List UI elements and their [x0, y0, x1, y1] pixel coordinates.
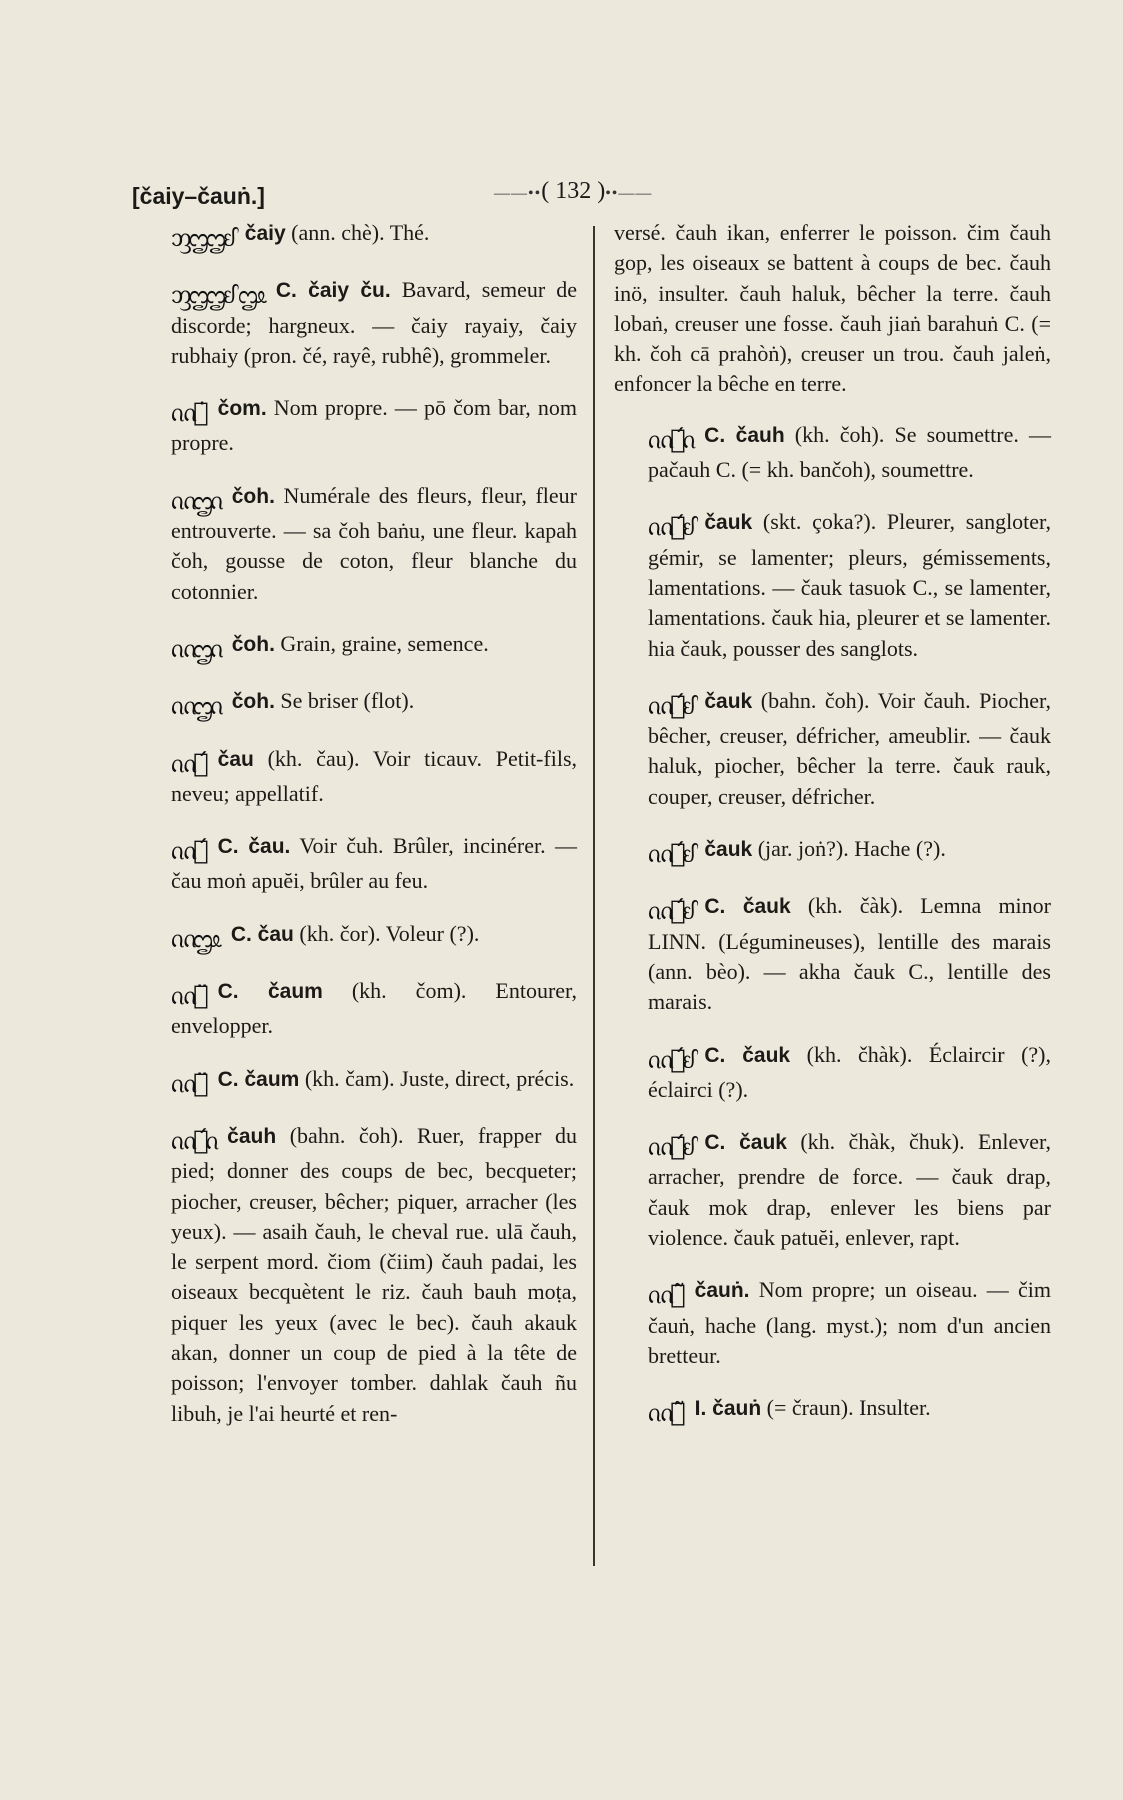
entry-definition: Grain, graine, semence.: [274, 630, 489, 656]
entry-definition: (ann. chè). Thé.: [285, 220, 430, 245]
entry-headword: čoh.: [231, 484, 275, 508]
entry-definition: (kh. čam). Juste, direct, précis.: [299, 1065, 575, 1091]
dictionary-entry: [137, 481, 577, 607]
entry-headword: čauṅ.: [694, 1279, 750, 1303]
entry-headword: C. čaum: [217, 980, 323, 1004]
ornament-left: ——••: [494, 185, 542, 202]
dictionary-entry: [137, 218, 577, 253]
entry-headword: čauk: [704, 838, 753, 862]
entry-definition: (kh. čor). Voleur (?).: [293, 920, 480, 946]
dictionary-entry: [137, 275, 577, 371]
entry-headword: C. čaiy ču.: [275, 279, 391, 303]
entry-headword: C. čau: [230, 922, 294, 946]
script-glyph-icon: ᦶᦗ́: [171, 836, 206, 867]
entry-headword: čom.: [217, 397, 267, 421]
entry-definition: Nom propre. — pō čom bar, nom propre.: [171, 395, 577, 456]
entry-definition: (kh. čhàk, čhuk). Enlever, arracher, prendre de force. — čauk drap, čauk mok drap, enlever les biens par violence. čauk patuĕi, enlever, rapt.: [648, 1129, 1051, 1251]
entry-headword: C. čauh: [704, 423, 785, 447]
entry-definition: Se briser (flot).: [274, 688, 415, 714]
dictionary-entry: [614, 420, 1051, 486]
entry-definition: (kh. čhàk). Éclaircir (?), éclairci (?).: [648, 1041, 1052, 1102]
entry-headword: C. čau.: [217, 835, 291, 859]
left-column: [137, 218, 577, 1451]
script-glyph-icon: ᦶᦗ́ᦊ: [648, 896, 693, 927]
script-glyph-icon: ᦶᦗ́ᦊ: [648, 1132, 693, 1163]
dictionary-entry: [614, 1040, 1051, 1106]
entry-headword: C. čauk: [704, 895, 791, 919]
entry-definition: (bahn. čoh). Ruer, frapper du pied; donner des coups de bec, becqueter; piocher, creuser, bêcher; piquer, arracher (les yeux). — asaih čauh, le cheval rue. ulā čauh, le serpent mord. čiom (čiim) čauh padai, les oiseaux becquètent le riz. čauh bauh moṭa, piquer les yeux (avec le bec). čauh akauk akan, donner un coup de pied à la tête de poisson; l'envoyer tomber. dahlak čauh ñu libuh, je l'ai heurté et ren-: [171, 1122, 577, 1426]
script-glyph-icon: ᦶᦗ́ᦵ: [171, 1125, 216, 1156]
entry-headword: čauk: [704, 689, 753, 713]
entry-definition: Bavard, semeur de discorde; hargneux. — čaiy rayaiy, čaiy rubhaiy (pron. čé, rayê, rubhê), grommeler.: [171, 277, 577, 368]
dictionary-entry: [614, 834, 1051, 869]
script-glyph-icon: ᦶᦗ́: [171, 748, 206, 779]
entry-definition: Numérale des fleurs, fleur, fleur entrouverte. — sa čoh baṅu, une fleur. kapah čoh, gousse de coton, fleur blanche du cotonnier.: [171, 482, 577, 604]
entry-definition: (kh. čom). Entourer, envelopper.: [171, 978, 577, 1039]
script-glyph-icon: ᦶᦗᦵ: [171, 691, 220, 722]
column-divider: [593, 226, 595, 1566]
entry-definition: (kh. čàk). Lemna minor LINN. (Légumineuses), lentille des marais (ann. bèo). — akha čauk C., lentille des marais.: [648, 893, 1051, 1015]
script-glyph-icon: ᦶᦗ́ᦵ: [648, 424, 693, 455]
entry-headword: C. čaum: [217, 1067, 300, 1091]
script-glyph-icon: ᦶᦗᦵ: [171, 633, 220, 664]
ornament-right: ••——: [605, 185, 653, 202]
dictionary-entry: [614, 891, 1051, 1017]
entry-definition: (bahn. čoh). Voir čauh. Piocher, bêcher, creuser, défricher, ameublir. — čauk haluk, piocher, bêcher la terre. čauk rauk, couper, creuser, défricher.: [648, 687, 1051, 809]
script-glyph-icon: ᦶᦗ̃: [648, 1280, 683, 1311]
dictionary-entry: [614, 1127, 1051, 1253]
entry-definition: versé. čauh ikan, enferrer le poisson. čim čauh gop, les oiseaux se battent à coups de bec. čauh inö, insulter. čauh haluk, bêcher la terre. čauh lobaṅ, creuser une fosse. čauh jiaṅ barahuṅ C. (= kh. čoh cā prahòṅ), creuser un trou. čauh jaleṅ, enfoncer la bêche en terre.: [614, 220, 1051, 397]
script-glyph-icon: ᦶᦗ́ᦊ: [648, 839, 693, 870]
entry-definition: (skt. çoka?). Pleurer, sangloter, gémir, se lamenter; pleurs, gémissements, lamentations. — čauk tasuok C., se lamenter, lamentations. čauk hia, pleurer et se lamenter. hia čauk, pousser des sanglots.: [648, 509, 1051, 661]
entry-headword: čoh.: [231, 632, 275, 656]
entry-headword: C. čauk: [704, 1043, 791, 1067]
entry-headword: čauh: [227, 1124, 277, 1148]
entry-definition: (kh. čau). Voir ticauv. Petit-fils, neveu; appellatif.: [171, 745, 577, 806]
script-glyph-icon: ᦶᦗ̈: [171, 1068, 206, 1099]
dictionary-entry: [137, 393, 577, 459]
entry-definition: Nom propre; un oiseau. — čim čauṅ, hache (lang. myst.); nom d'un ancien bretteur.: [648, 1277, 1051, 1368]
dictionary-entry: [614, 218, 1051, 400]
script-glyph-icon: ᦶᦗ̇: [171, 398, 206, 429]
dictionary-entry: [614, 686, 1051, 812]
dictionary-entry: [614, 507, 1051, 663]
script-glyph-icon: ᦀᦗᦗᦊ: [171, 223, 233, 253]
script-glyph-icon: ᦶᦗ́ᦊ: [648, 690, 693, 721]
script-glyph-icon: ᦶᦗ́ᦊ: [648, 512, 693, 543]
dictionary-entry: [137, 629, 577, 664]
dictionary-entry: [137, 976, 577, 1042]
entry-definition: (jar. joṅ?). Hache (?).: [752, 836, 946, 862]
dictionary-entry: [614, 1393, 1051, 1428]
script-glyph-icon: ᦶᦗ̃: [648, 1398, 683, 1429]
entry-headword: čoh.: [231, 690, 275, 714]
entry-definition: Voir čuh. Brûler, incinérer. — čau moṅ apuĕi, brûler au feu.: [171, 833, 577, 894]
page-header: [132, 176, 692, 216]
dictionary-entry: [614, 1275, 1051, 1371]
dictionary-entry: [137, 1121, 577, 1429]
script-glyph-icon: ᦀᦗᦗᦊ ᦗᦸ: [171, 280, 264, 311]
entry-headword: čaiy: [244, 222, 286, 245]
entry-headword: čau: [217, 747, 254, 771]
dictionary-entry: [137, 1064, 577, 1099]
dictionary-entry: [137, 919, 577, 954]
entry-headword: C. čauk: [704, 1131, 787, 1155]
entry-headword: čauk: [704, 511, 753, 535]
dictionary-entry: [137, 744, 577, 810]
right-column: [614, 218, 1051, 1451]
dictionary-entry: [137, 831, 577, 897]
entry-definition: (kh. čoh). Se soumettre. — pačauh C. (= kh. bančoh), soumettre.: [648, 421, 1051, 483]
script-glyph-icon: ᦶᦗ̈: [171, 981, 206, 1012]
dictionary-entry: [137, 686, 577, 721]
script-glyph-icon: ᦶᦗᦵ: [171, 485, 220, 516]
entry-headword: I. čauṅ: [694, 1397, 762, 1421]
running-head: [čaiy–čauṅ.]: [132, 183, 265, 209]
entry-definition: (= čraun). Insulter.: [761, 1395, 931, 1421]
page-number: ——••( 132 )••——: [494, 178, 653, 204]
script-glyph-icon: ᦶᦗᦸ: [171, 923, 219, 954]
script-glyph-icon: ᦶᦗ́ᦊ: [648, 1044, 693, 1075]
